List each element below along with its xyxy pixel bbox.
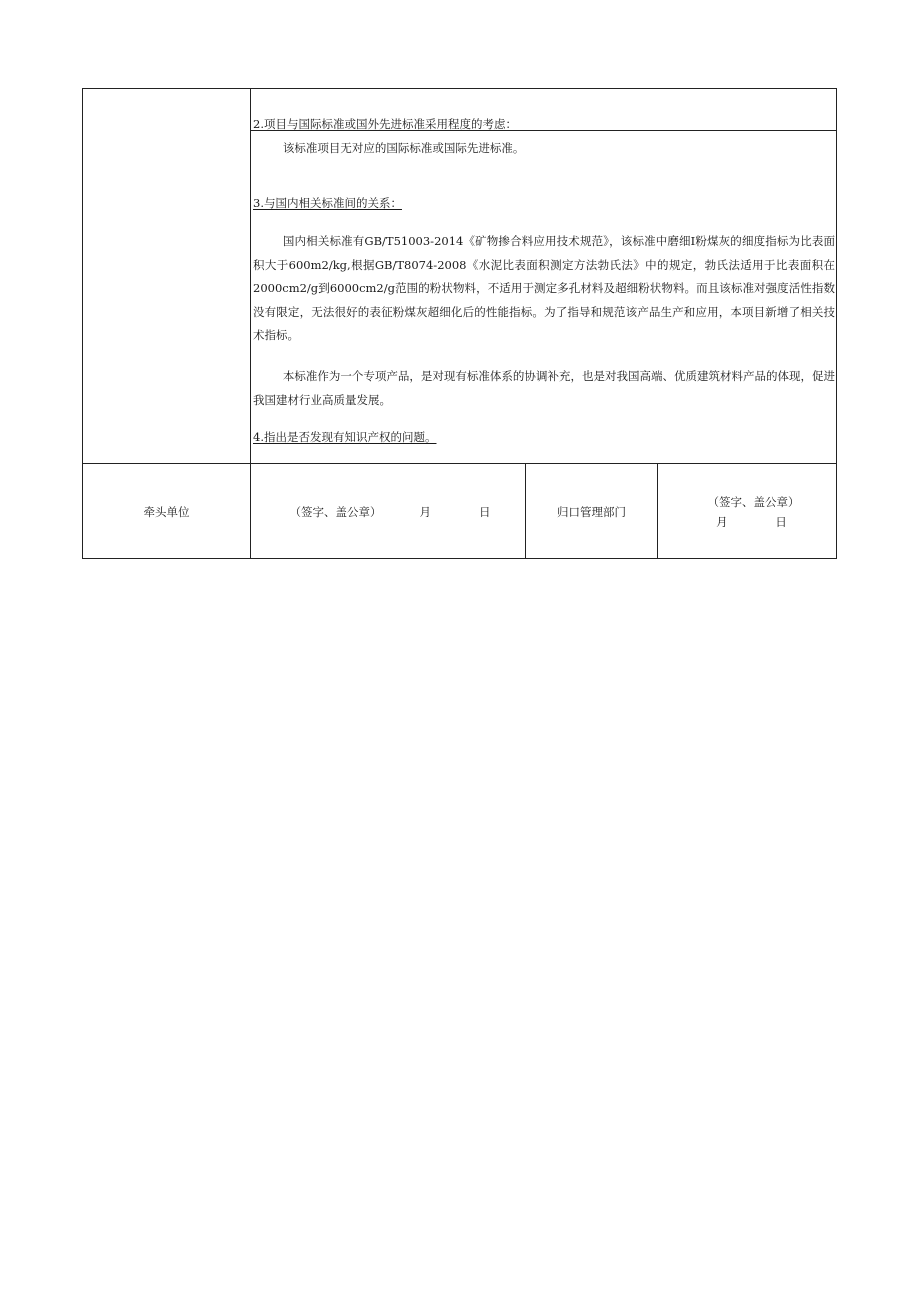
dept-date-line: [716, 514, 787, 530]
form-table: [82, 88, 837, 559]
dept-signature-cell: [658, 464, 837, 559]
section-4-heading: 4.指出是否发现有知识产权的问题。: [253, 430, 437, 444]
section-divider: [251, 130, 837, 131]
content-cell: [251, 89, 837, 463]
section-3-paragraph-2: 本标准作为一个专项产品，是对现有标准体系的协调补充，也是对我国高端、优质建筑材料产品的体现，促进我国建材行业高质量发展。: [253, 369, 835, 407]
section-2-heading: 2.项目与国际标准或国外先进标准采用程度的考虑：: [253, 117, 517, 131]
lead-day-label: 日: [479, 504, 491, 519]
dept-label: 归口管理部门: [526, 464, 658, 559]
lead-seal-text: （签字、盖公章）: [289, 504, 382, 519]
section-3-paragraph-1: 国内相关标准有GB/T51003-2014《矿物掺合料应用技术规范》，该标准中磨细I粉煤灰的细度指标为比表面积大于600m2/kg,根据GB/T8074-2008《水泥比表面积测定方法勃氏法》中的规定，勃氏法适用于比表面积在2000cm2/g到6000cm2/g范围的粉状物料，不适用于测定多孔材料及超细粉状物料。而且该标准对强度活性指数没有限定，无法很好的表征粉煤灰超细化后的性能指标。为了指导和规范该产品生产和应用，本项目新增了相关技术指标。: [253, 234, 835, 342]
dept-month-label: 月: [716, 514, 728, 529]
section-3-heading: 3.与国内相关标准间的关系：: [253, 196, 402, 210]
dept-seal-text: （签字、盖公章）: [707, 494, 800, 509]
lead-unit-signature-cell: [251, 464, 526, 559]
lead-unit-signature-line: [286, 504, 491, 520]
dept-day-label: 日: [775, 514, 787, 529]
left-label-cell: [83, 89, 251, 463]
lead-unit-label: 牵头单位: [83, 464, 251, 559]
lead-month-label: 月: [419, 504, 431, 519]
section-2-body: 该标准项目无对应的国际标准或国际先进标准。: [282, 141, 525, 155]
signature-row: [83, 463, 837, 559]
